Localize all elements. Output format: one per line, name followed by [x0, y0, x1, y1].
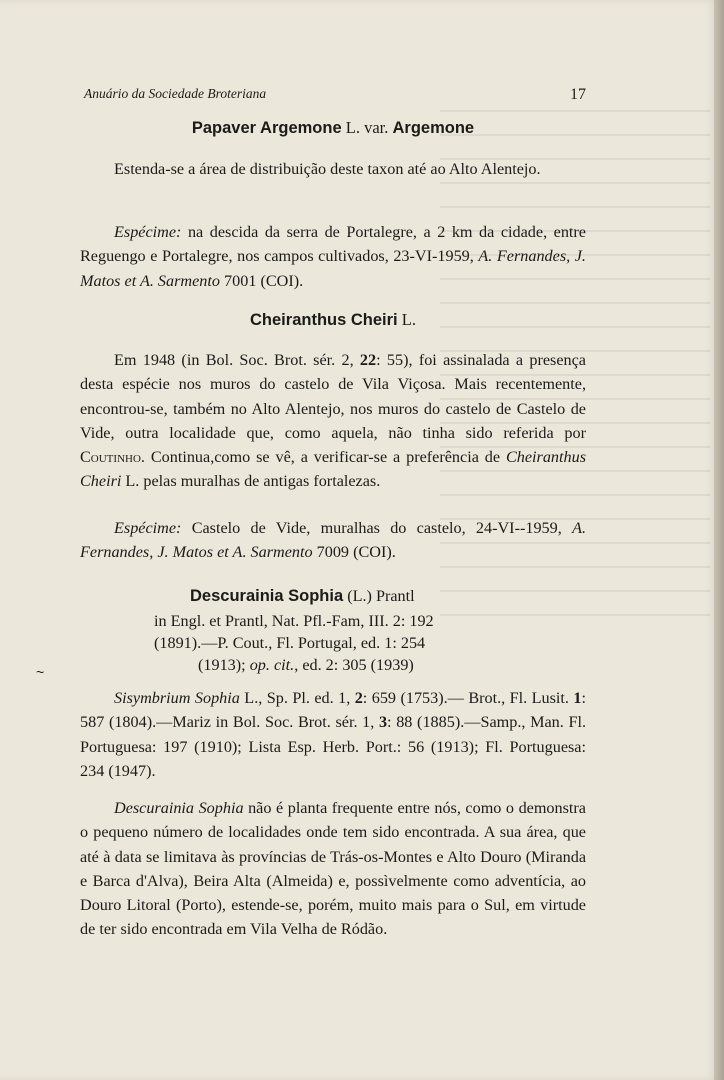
section-papaver	[80, 118, 586, 138]
margin-mark: ~	[36, 664, 45, 680]
running-header	[84, 86, 586, 108]
taxon-title-descurainia: Descurainia Sophia (L.) Prantl	[190, 587, 415, 605]
journal-title: Anuário da Sociedade Broteriana	[84, 86, 267, 101]
reference-lines: in Engl. et Prantl, Nat. Pfl.-Fam, III. 2: 192 (1891).—P. Cout., Fl. Portugal, ed. 1: 254 (1913); op. cit., ed. 2: 305 (1939)	[154, 612, 434, 674]
page-number: 17	[570, 86, 586, 103]
cheiranthus-paragraph: Em 1948 (in Bol. Soc. Brot. sér. 2, 22: 55), foi assinalada a presença desta espécie nos muros do castelo de Vila Viçosa. Mais recentemente, encontrou-se, também no Alto Alentejo, nos muros do castelo de Castelo de Vide, outra localidade que, como aquela, não tinha sido referida por Coutinho. Continua,como se vê, a verificar-se a preferência de Cheiranthus Cheiri L. pelas muralhas de antigas fortalezas.	[80, 351, 586, 491]
taxon-title-papaver: Papaver Argemone L. var. Argemone	[191, 118, 475, 137]
collectors: A. Fernandes, J. Matos et A. Sarmento	[80, 519, 586, 562]
papaver-specimen: Espécime: na descida da serra de Portalegre, a 2 km da cidade, entre Reguengo e Portalegre, nos campos cultivados, 23-VI-1959, A. Fernandes, J. Matos et A. Sarmento 7001 (COI).	[80, 223, 586, 290]
collectors: A. Fernandes, J. Matos et A. Sarmento	[80, 247, 586, 290]
page-edge	[714, 0, 724, 1080]
synonymy-paragraph: Sisymbrium Sophia L., Sp. Pl. ed. 1, 2: 659 (1753).— Brot., Fl. Lusit. 1: 587 (1804).—Mariz in Bol. Soc. Brot. sér. 1, 3: 88 (1885).—Samp., Man. Fl. Portuguesa: 197 (1910); Lista Esp. Herb. Port.: 56 (1913); Fl. Portuguesa: 234 (1947).	[80, 689, 586, 780]
taxon-name: Cheiranthus Cheiri	[250, 311, 398, 329]
author-name: Coutinho	[80, 448, 141, 467]
papaver-paragraph: Estenda-se a área de distribuição deste taxon até ao Alto Alentejo.	[114, 160, 541, 178]
taxon-title-cheiranthus: Cheiranthus Cheiri L.	[250, 310, 416, 329]
section-cheiranthus	[80, 310, 586, 330]
discussion-paragraph: Descurainia Sophia não é planta frequente entre nós, como o demonstra o pequeno número de localidades onde tem sido encontrada. A sua área, que até à data se limitava às províncias de Trás-os-Montes e Alto Douro (Miranda e Barca d'Alva), Beira Alta (Almeida) e, possìvelmente como adventícia, ao Douro Litoral (Porto), estende-se, porém, muito mais para o Sul, em virtude de ter sido encontrada em Vila Velha de Ródão.	[80, 799, 586, 939]
taxon-name: Papaver Argemone	[191, 119, 342, 137]
taxon-name: Descurainia Sophia	[190, 587, 344, 605]
specimen-label: Espécime:	[114, 519, 182, 537]
cheiranthus-specimen: Espécime: Castelo de Vide, muralhas do castelo, 24-VI--1959, A. Fernandes, J. Matos et A. Sarmento 7009 (COI).	[80, 519, 586, 562]
specimen-label: Espécime:	[114, 223, 182, 241]
